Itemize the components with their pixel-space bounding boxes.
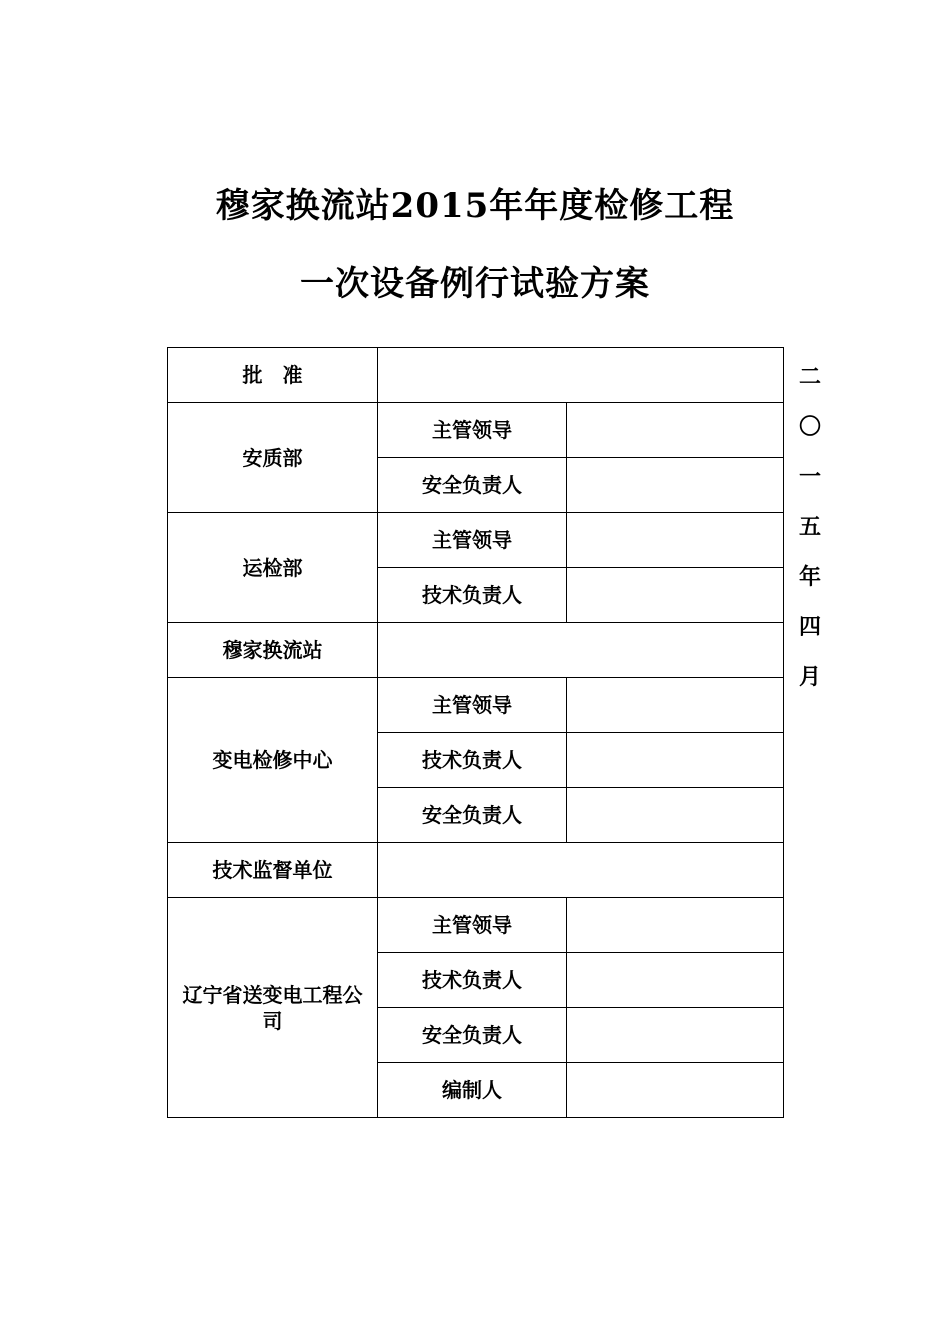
org-supervision: 技术监督单位 bbox=[168, 843, 378, 898]
role-label: 主管领导 bbox=[378, 403, 567, 458]
supervision-signature-cell[interactable] bbox=[378, 843, 784, 898]
role-label: 安全负责人 bbox=[378, 1008, 567, 1063]
table-row-station bbox=[168, 623, 784, 678]
role-label: 技术负责人 bbox=[378, 733, 567, 788]
signature-cell[interactable] bbox=[567, 1063, 784, 1118]
role-label: 安全负责人 bbox=[378, 788, 567, 843]
document-title-line1: 穆家换流站2015年年度检修工程 bbox=[215, 186, 735, 226]
org-maintenance-center: 变电检修中心 bbox=[168, 678, 378, 843]
signature-cell[interactable] bbox=[567, 1008, 784, 1063]
table-row-supervision bbox=[168, 843, 784, 898]
table-row-anzhi-1 bbox=[168, 403, 784, 458]
table-row-approve bbox=[168, 348, 784, 403]
table-row-center-1 bbox=[168, 678, 784, 733]
date-char: 月 bbox=[798, 664, 821, 690]
date-char: 二 bbox=[798, 364, 821, 390]
role-label: 编制人 bbox=[378, 1063, 567, 1118]
role-label: 主管领导 bbox=[378, 898, 567, 953]
approve-signature-cell[interactable] bbox=[378, 348, 784, 403]
date-char: 五 bbox=[798, 514, 821, 540]
signature-cell[interactable] bbox=[567, 953, 784, 1008]
org-liaoning: 辽宁省送变电工程公司 bbox=[168, 898, 378, 1118]
date-char: 一 bbox=[798, 464, 821, 490]
table-row-liaoning-1 bbox=[168, 898, 784, 953]
approval-table bbox=[167, 347, 784, 1118]
role-label: 技术负责人 bbox=[378, 953, 567, 1008]
org-anzhi: 安质部 bbox=[168, 403, 378, 513]
date-char: 〇 bbox=[798, 414, 821, 440]
role-label: 主管领导 bbox=[378, 513, 567, 568]
org-yunjian: 运检部 bbox=[168, 513, 378, 623]
table-row-yunjian-1 bbox=[168, 513, 784, 568]
station-signature-cell[interactable] bbox=[378, 623, 784, 678]
signature-cell[interactable] bbox=[567, 458, 784, 513]
signature-cell[interactable] bbox=[567, 568, 784, 623]
signature-cell[interactable] bbox=[567, 898, 784, 953]
signature-cell[interactable] bbox=[567, 403, 784, 458]
approve-label: 批 准 bbox=[168, 348, 378, 403]
document-title-line2: 一次设备例行试验方案 bbox=[300, 264, 650, 304]
role-label: 安全负责人 bbox=[378, 458, 567, 513]
signature-cell[interactable] bbox=[567, 513, 784, 568]
date-char: 四 bbox=[798, 614, 821, 640]
date-char: 年 bbox=[798, 564, 821, 590]
role-label: 技术负责人 bbox=[378, 568, 567, 623]
signature-cell[interactable] bbox=[567, 788, 784, 843]
signature-cell[interactable] bbox=[567, 733, 784, 788]
vertical-date bbox=[795, 352, 825, 702]
org-station: 穆家换流站 bbox=[168, 623, 378, 678]
role-label: 主管领导 bbox=[378, 678, 567, 733]
signature-cell[interactable] bbox=[567, 678, 784, 733]
